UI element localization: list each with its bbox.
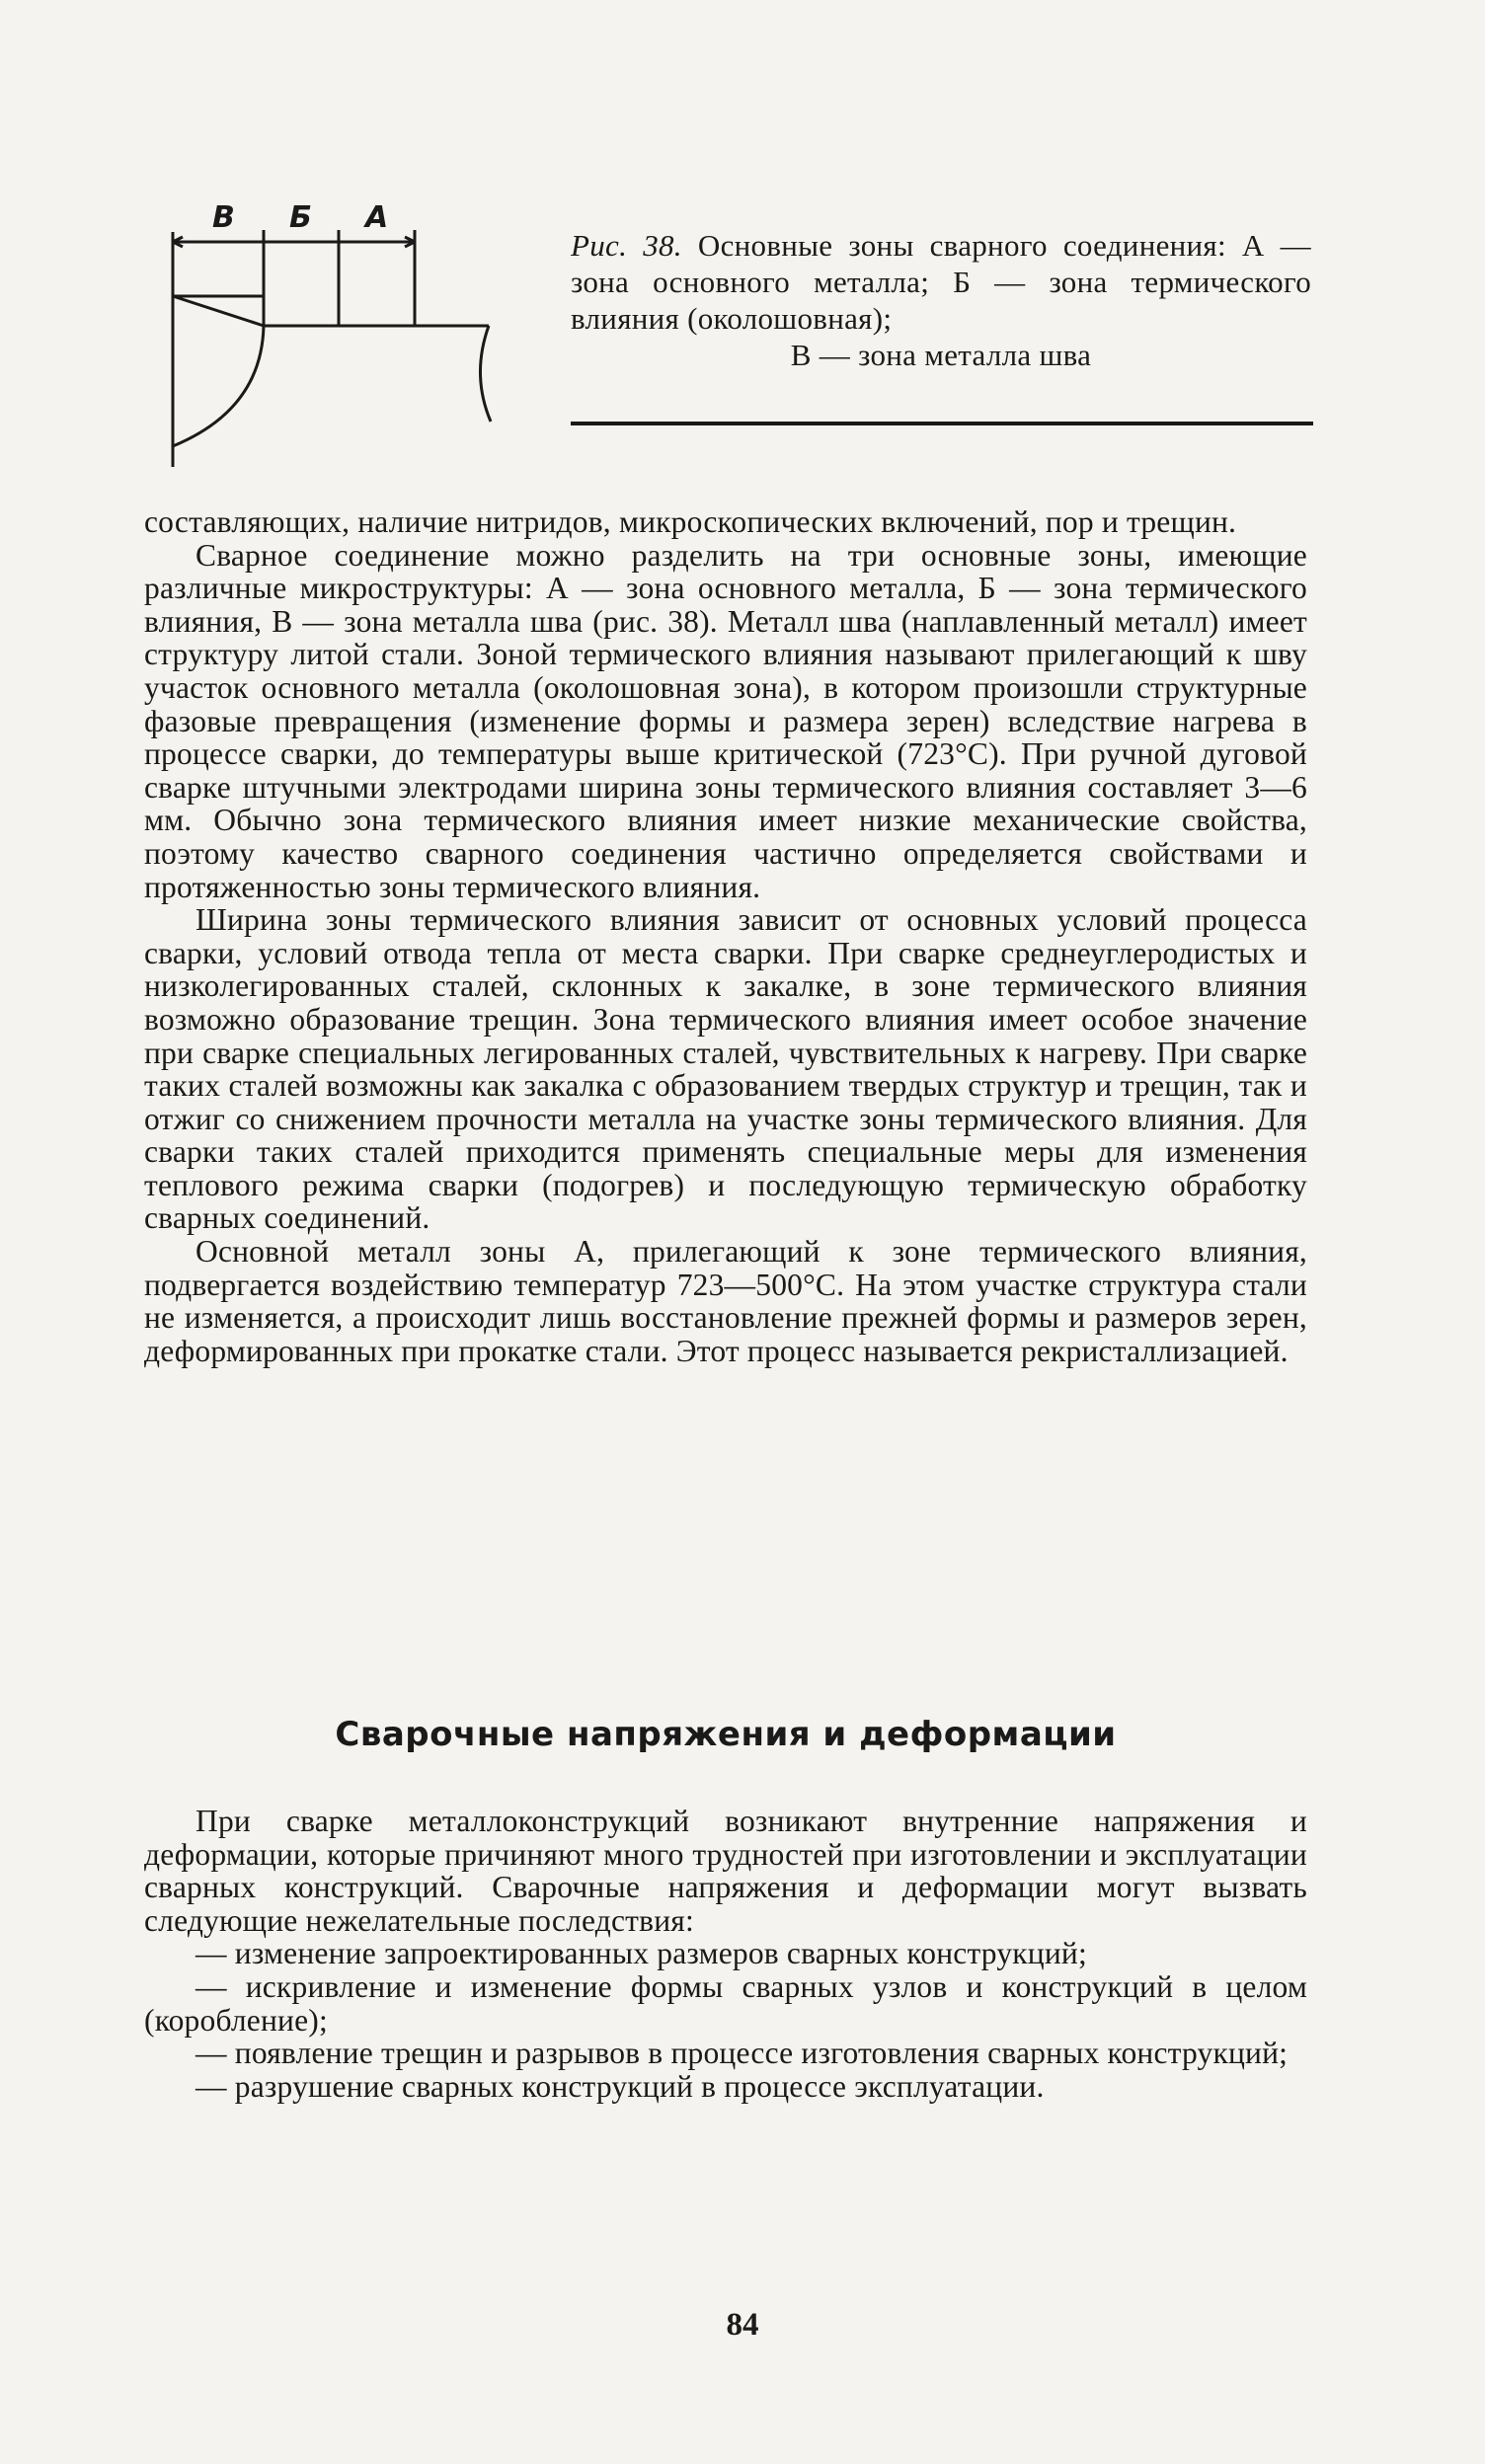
paragraph-weld-zones: Сварное соединение можно разделить на три основные зоны, имеющие различные микроструктуры: А — зона основного металла, Б — зона термического влияния, В — зона металла шва (рис. 38). Металл шва (наплавленный металл) имеет структуру литой стали. Зоной термического влияния называют прилегающий к шву участок основного металла (околошовная зона), в котором произошли структурные фазовые превращения (изменение формы и размера зерен) вследствие нагрева в процессе сварки, до температуры выше критической (723°С). При ручной дуговой сварке штучными электродами ширина зоны термического влияния составляет 3—6 мм. Обычно зона термического влияния имеет низкие механические свойства, поэтому качество сварного соединения частично определяется свойствами и протяженностью зоны термического влияния. [144, 537, 1307, 904]
caption-divider [571, 422, 1313, 425]
figure-38 [163, 202, 518, 469]
list-item: — искривление и изменение формы сварных узлов и конструкций в целом (коробление); [144, 1968, 1307, 2038]
list-item: — изменение запроектированных размеров сварных конструкций; [195, 1936, 1087, 1971]
paragraph-continued: составляющих, наличие нитридов, микроскопических включений, пор и трещин. [144, 504, 1237, 539]
list-item: — появление трещин и разрывов в процессе изготовления сварных конструкций; [195, 2036, 1289, 2071]
paragraph-haz-width: Ширина зоны термического влияния зависит от основных условий процесса сварки, условий отвода тепла от места сварки. При сварке среднеуглеродистых и низколегированных сталей, склонных к закалке, в зоне термического влияния возможно образование трещин. Зона термического влияния имеет особое значение при сварке специальных легированных сталей, чувствительных к нагреву. При сварке таких сталей возможны как закалка с образованием твердых структур и трещин, так и отжиг со снижением прочности металла на участке зоны термического влияния. Для сварки таких сталей приходится применять специальные меры для изменения теплового режима сварки (подогрев) и последующую термическую обработку сварных соединений. [144, 902, 1307, 1236]
zone-label-v: В [212, 200, 235, 235]
body-text [144, 505, 1307, 1367]
section-body [144, 1805, 1307, 2103]
list-item: — разрушение сварных конструкций в процессе эксплуатации. [195, 2068, 1045, 2104]
paragraph-base-metal: Основной металл зоны А, прилегающий к зоне термического влияния, подвергается воздействию температур 723—500°С. На этом участке структура стали не изменяется, а происходит лишь восстановление прежней формы и размеров зерен, деформированных при прокатке стали. Этот процесс называется рекристаллизацией. [144, 1234, 1307, 1368]
section-heading: Сварочные напряжения и деформации [335, 1715, 1117, 1754]
figure-caption [571, 227, 1311, 373]
caption-last-line: В — зона металла шва [790, 338, 1092, 372]
caption-text: Основные зоны сварного соединения: А — зона основного металла; Б — зона термического влияния (околошовная); [571, 228, 1311, 336]
caption-number: Рис. 38. [571, 228, 682, 263]
zone-label-a: А [365, 200, 389, 235]
zone-label-b: Б [289, 200, 312, 235]
weld-zones-diagram [163, 202, 518, 469]
section-intro: При сварке металлоконструкций возникают внутренние напряжения и деформации, которые причиняют много трудностей при изготовлении и эксплуатации сварных конструкций. Сварочные напряжения и деформации могут вызвать следующие нежелательные последствия: [144, 1804, 1307, 1938]
page-number: 84 [726, 2307, 759, 2343]
